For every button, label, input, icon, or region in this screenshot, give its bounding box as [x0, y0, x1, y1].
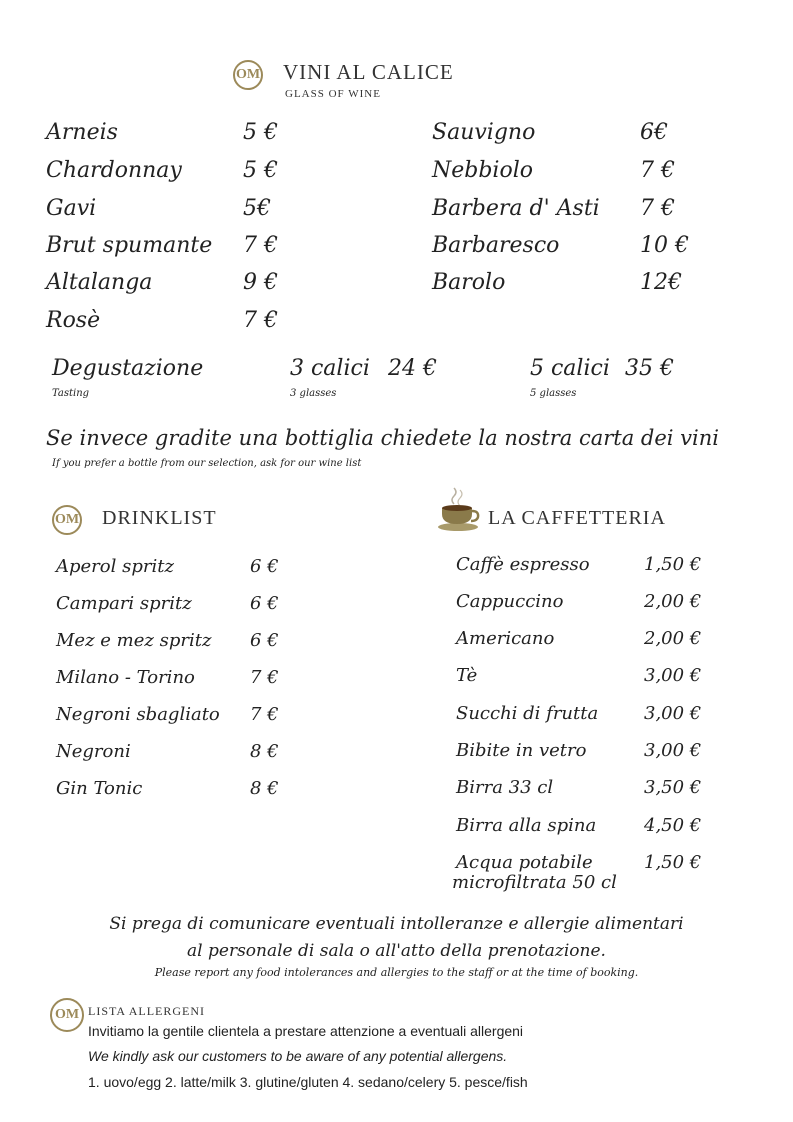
- wines-title: VINI AL CALICE: [283, 60, 454, 84]
- drinklist-logo: OM: [52, 505, 82, 535]
- coffee-name: Birra 33 cl: [456, 777, 554, 798]
- tasting-option-3-price: 24 €: [388, 356, 437, 381]
- coffee-name: Birra alla spina: [456, 815, 597, 836]
- wine-name: Altalanga: [46, 270, 153, 295]
- wine-name: Arneis: [46, 120, 118, 145]
- coffee-price: 3,00 €: [644, 740, 702, 761]
- allergens-logo: OM: [50, 998, 84, 1032]
- drink-name: Gin Tonic: [56, 778, 143, 799]
- drink-price: 8 €: [250, 741, 279, 762]
- wines-subtitle: GLASS OF WINE: [285, 88, 381, 100]
- tasting-option-3: 3 calici: [290, 356, 370, 381]
- wine-price: 7 €: [243, 308, 278, 333]
- bottle-note-en: If you prefer a bottle from our selection, ask for our wine list: [52, 458, 362, 469]
- wine-price: 5 €: [243, 158, 278, 183]
- drink-price: 8 €: [250, 778, 279, 799]
- wine-name: Nebbiolo: [432, 158, 533, 183]
- wine-price: 12€: [640, 270, 682, 295]
- wine-name: Sauvigno: [432, 120, 536, 145]
- coffee-price: 2,00 €: [644, 591, 702, 612]
- coffee-name: Acqua potabile: [456, 852, 593, 873]
- wine-name: Brut spumante: [46, 233, 213, 258]
- allergy-notice-line1: Si prega di comunicare eventuali intolleranze e allergie alimentari: [109, 914, 684, 934]
- bottle-note: Se invece gradite una bottiglia chiedete la nostra carta dei vini: [46, 426, 719, 450]
- coffee-price: 3,00 €: [644, 703, 702, 724]
- drink-name: Mez e mez spritz: [56, 630, 212, 651]
- drinklist-title: DRINKLIST: [102, 507, 217, 529]
- coffee-price: 3,00 €: [644, 665, 702, 686]
- drink-price: 6 €: [250, 556, 279, 577]
- allergens-line-it: Invitiamo la gentile clientela a prestare attenzione a eventuali allergeni: [88, 1023, 524, 1039]
- wine-price: 7 €: [640, 158, 675, 183]
- wine-name: Gavi: [46, 196, 97, 221]
- drink-price: 6 €: [250, 593, 279, 614]
- coffee-name: Succhi di frutta: [456, 703, 599, 724]
- wine-price: 7 €: [640, 196, 675, 221]
- tasting-label-en: Tasting: [52, 388, 90, 399]
- coffee-name: Americano: [456, 628, 555, 649]
- coffee-name-line2: microfiltrata 50 cl: [452, 872, 617, 893]
- coffee-name: Cappuccino: [456, 591, 564, 612]
- tasting-option-5: 5 calici: [530, 356, 610, 381]
- allergens-list: 1. uovo/egg 2. latte/milk 3. glutine/gluten 4. sedano/celery 5. pesce/fish: [88, 1074, 528, 1090]
- coffee-name: Tè: [456, 665, 478, 686]
- drink-name: Aperol spritz: [56, 556, 174, 577]
- drink-name: Campari spritz: [56, 593, 192, 614]
- coffee-price: 3,50 €: [644, 777, 702, 798]
- wine-price: 9 €: [243, 270, 278, 295]
- allergy-notice-en: Please report any food intolerances and allergies to the staff or at the time of booking.: [154, 966, 639, 979]
- tasting-label: Degustazione: [52, 356, 204, 381]
- wine-price: 5€: [243, 196, 271, 221]
- tasting-option-3-en: 3 glasses: [290, 388, 337, 399]
- coffee-cup-icon: [436, 486, 480, 532]
- coffee-price: 1,50 €: [644, 554, 702, 575]
- wine-price: 5 €: [243, 120, 278, 145]
- allergens-title: LISTA ALLERGENI: [88, 1004, 206, 1018]
- drink-price: 6 €: [250, 630, 279, 651]
- coffee-price: 1,50 €: [644, 852, 702, 873]
- coffee-price: 2,00 €: [644, 628, 702, 649]
- wine-name: Chardonnay: [46, 158, 182, 183]
- tasting-option-5-en: 5 glasses: [530, 388, 577, 399]
- coffee-name: Caffè espresso: [456, 554, 590, 575]
- wine-price: 6€: [640, 120, 668, 145]
- wine-name: Barbaresco: [432, 233, 560, 258]
- brand-logo: OM: [233, 60, 263, 90]
- coffee-price: 4,50 €: [644, 815, 702, 836]
- wine-name: Rosè: [46, 308, 101, 333]
- wine-name: Barolo: [432, 270, 506, 295]
- wine-price: 10 €: [640, 233, 689, 258]
- allergens-line-en: We kindly ask our customers to be aware of any potential allergens.: [88, 1048, 508, 1064]
- drink-name: Milano - Torino: [56, 667, 195, 688]
- tasting-option-5-price: 35 €: [625, 356, 674, 381]
- drink-name: Negroni: [56, 741, 131, 762]
- caffetteria-title: LA CAFFETTERIA: [488, 507, 666, 529]
- drink-name: Negroni sbagliato: [56, 704, 220, 725]
- coffee-name: Bibite in vetro: [456, 740, 587, 761]
- wine-name: Barbera d' Asti: [432, 196, 600, 221]
- drink-price: 7 €: [250, 704, 279, 725]
- wine-price: 7 €: [243, 233, 278, 258]
- drink-price: 7 €: [250, 667, 279, 688]
- allergy-notice-line2: al personale di sala o all'atto della prenotazione.: [187, 941, 606, 961]
